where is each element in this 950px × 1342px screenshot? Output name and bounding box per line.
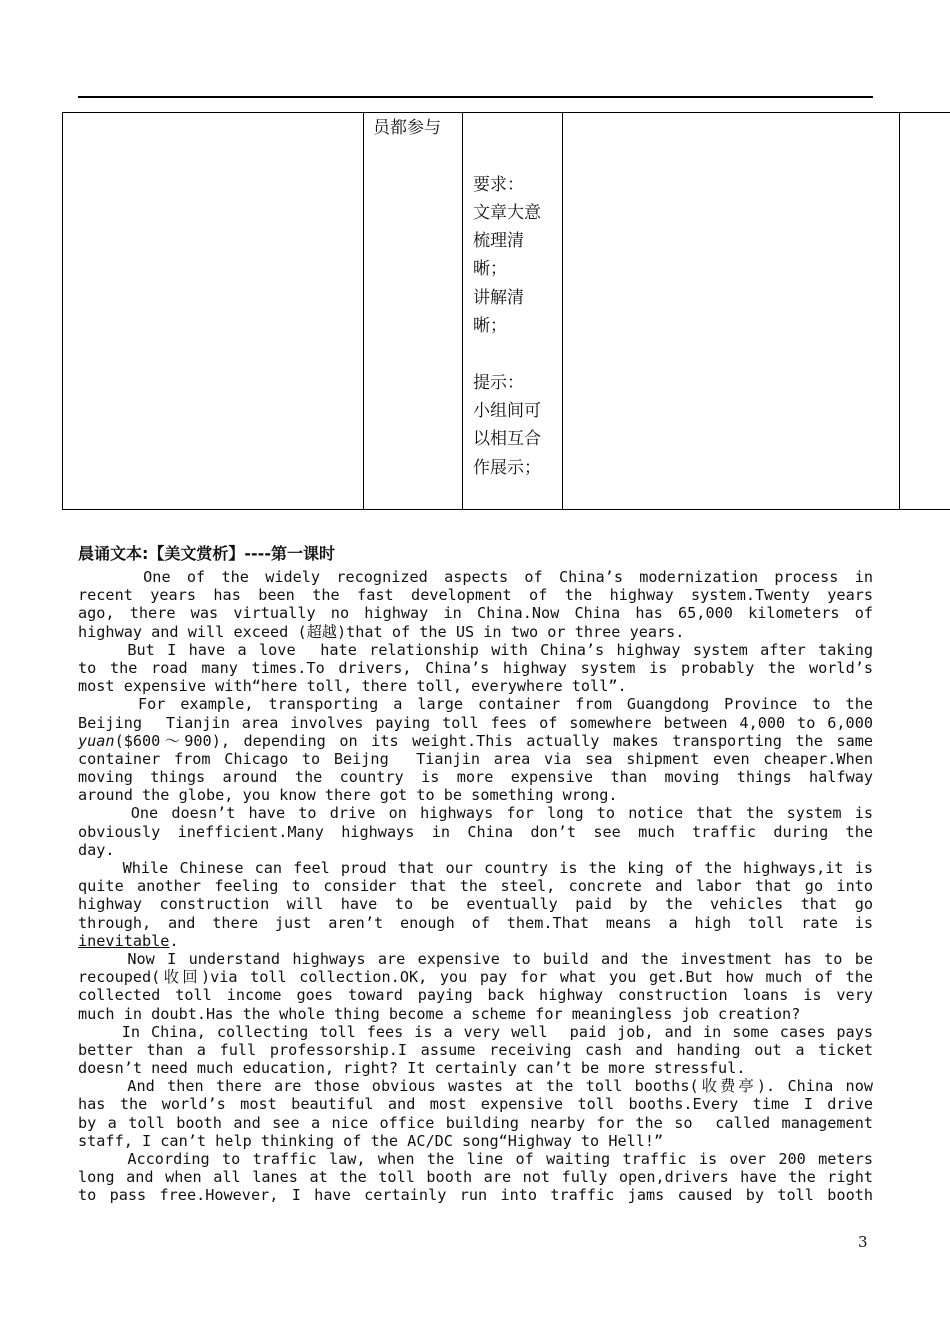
article-line: obviously inefficient.Many highways in China don’t see much traffic during the (78, 822, 873, 841)
article-line: collected toll income goes toward paying back highway construction loans is very (78, 986, 873, 1005)
article-line: moving things around the country is more expensive than moving things halfway (78, 768, 873, 787)
table-cell-line: 晰； (473, 259, 507, 280)
table-cell-line (473, 142, 541, 170)
article-line: to pass free.However, I have certainly run into traffic jams caused by toll booth (78, 1186, 873, 1205)
article-line: to the road many times.To drivers, China’s highway system is probably the world’s (78, 658, 873, 677)
header-rule (78, 96, 873, 98)
article-line: highway construction will have to be eventually paid by the vehicles that go (78, 895, 873, 914)
article-line: by a toll booth and see a nice office building nearby for the so called management (78, 1113, 873, 1132)
article-line: One of the widely recognized aspects of China’s modernization process in (78, 568, 873, 586)
article-line: day. (78, 840, 115, 859)
table-cell-line (473, 340, 541, 368)
article-line: yuan($600～900), depending on its weight.This actually makes transporting the same (78, 731, 873, 750)
article-line: Beijing Tianjin area involves paying toll fees of somewhere between 4,000 to 6,000 (78, 713, 873, 732)
table-cell-line: 小组间可 (473, 400, 541, 421)
table-cell-line: 作展示； (473, 457, 541, 478)
table-cell-requirements (473, 114, 541, 482)
article-line: inevitable. (78, 931, 179, 950)
article-line: But I have a love hate relationship with China’s highway system after taking (78, 640, 873, 659)
table-cell-participation: 员都参与 (373, 118, 441, 138)
table-column-divider (899, 112, 900, 510)
table-cell-line: 讲解清 (473, 287, 524, 308)
article-body (78, 568, 873, 1205)
article-line: around the globe, you know there got to be something wrong. (78, 786, 618, 805)
table-column-divider (562, 112, 563, 510)
table-cell-line: 以相互合 (473, 429, 541, 450)
table-column-divider (363, 112, 364, 510)
article-line: has the world’s most beautiful and most expensive toll booths.Every time I drive (78, 1095, 873, 1114)
article-line: better than a full professorship.I assume receiving cash and handing out a ticket (78, 1040, 873, 1059)
article-line: One doesn’t have to drive on highways for long to notice that the system is (78, 804, 873, 823)
article-line: Now I understand highways are expensive to build and the investment has to be (78, 949, 873, 968)
article-line: And then there are those obvious wastes at the toll booths(收费亭). China now (78, 1077, 873, 1096)
article-line: ago, there was virtually no highway in China.Now China has 65,000 kilometers of (78, 604, 873, 623)
section-heading: 晨诵文本:【美文赏析】----第一课时 (78, 544, 335, 563)
table-column-divider (462, 112, 463, 510)
article-line: doesn’t need much education, right? It certainly can’t be more stressful. (78, 1059, 746, 1078)
article-line: through, and there just aren’t enough of them.That means a high toll rate is (78, 913, 873, 932)
article-line: recent years has been the fast development of the highway system.Twenty years (78, 586, 873, 605)
article-line: container from Chicago to Beijng Tianjin area via sea shipment even cheaper.When (78, 749, 873, 768)
article-line: In China, collecting toll fees is a very well paid job, and in some cases pays (78, 1022, 873, 1041)
table-cell-line: 晰； (473, 316, 507, 337)
article-line: much in doubt.Has the whole thing become a scheme for meaningless job creation? (78, 1004, 801, 1023)
article-line: highway and will exceed (超越)that of the US in two or three years. (78, 622, 685, 641)
article-line: According to traffic law, when the line of waiting traffic is over 200 meters (78, 1150, 873, 1168)
page-number: 3 (858, 1233, 868, 1251)
table-cell-line: 梳理清 (473, 231, 524, 252)
article-line: long and when all lanes at the toll booth are not fully open,drivers have the right (78, 1168, 873, 1187)
table-cell-line: 提示： (473, 372, 524, 393)
table-cell-line: 文章大意 (473, 202, 541, 223)
article-line: quite another feeling to consider that the steel, concrete and labor that go into (78, 877, 873, 896)
article-line: recouped(收回)via toll collection.OK, you pay for what you get.But how much of the (78, 968, 873, 987)
article-line: For example, transporting a large container from Guangdong Province to the (78, 695, 873, 714)
article-line: staff, I can’t help thinking of the AC/DC song“Highway to Hell!” (78, 1131, 664, 1150)
article-line: most expensive with“here toll, there toll, everywhere toll”. (78, 677, 627, 696)
table-cell-line: 要求： (473, 174, 524, 195)
table-cell-line (473, 114, 541, 142)
article-line: While Chinese can feel proud that our country is the king of the highways,it is (78, 859, 873, 877)
